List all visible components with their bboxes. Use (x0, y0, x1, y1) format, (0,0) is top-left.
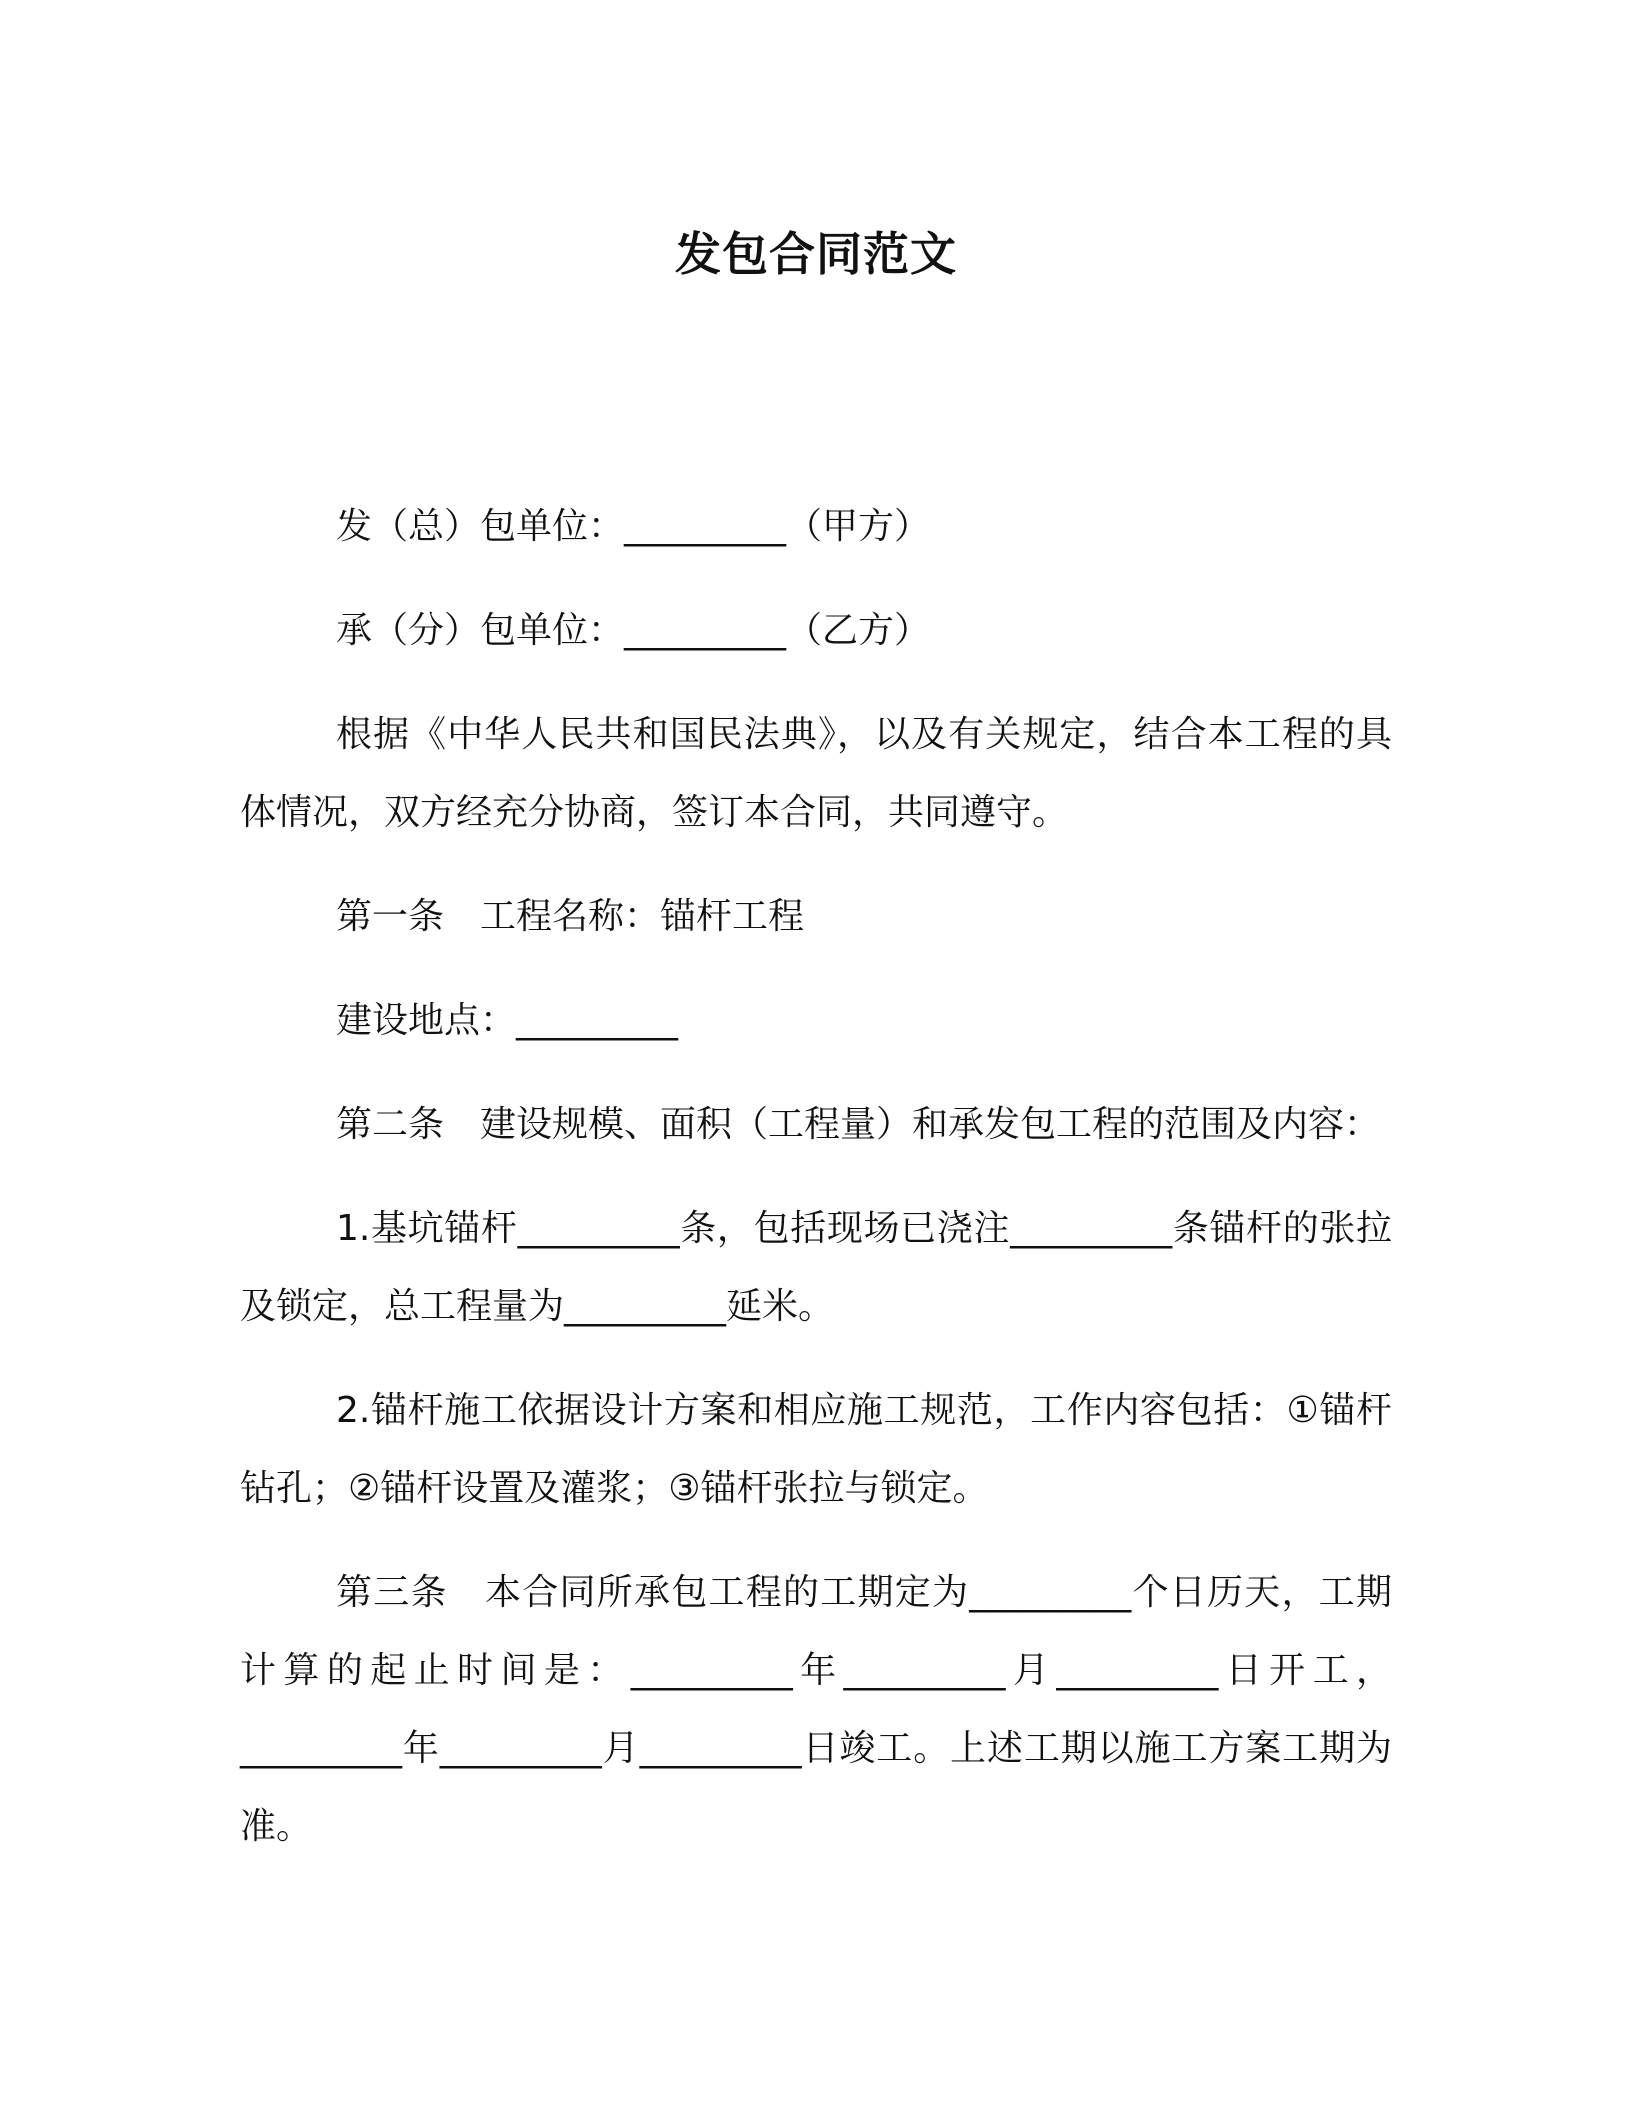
preamble-paragraph: 根据《中华人民共和国民法典》，以及有关规定，结合本工程的具体情况，双方经充分协商，签订本合同，共同遵守。 (240, 714, 1392, 833)
document-body (240, 488, 1392, 1892)
party-a-line: 发（总）包单位：_________（甲方） (336, 506, 931, 547)
article-1-project-name: 第一条 工程名称：锚杆工程 (336, 896, 805, 937)
article-2-item-1: 1.基坑锚杆_________条，包括现场已浇注_________条锚杆的张拉及锁定，总工程量为_________延米。 (240, 1208, 1392, 1327)
document-title: 发包合同范文 (675, 227, 957, 281)
article-2-item-2: 2.锚杆施工依据设计方案和相应施工规范，工作内容包括：①锚杆钻孔；②锚杆设置及灌浆；③锚杆张拉与锁定。 (240, 1390, 1392, 1509)
article-3-schedule: 第三条 本合同所承包工程的工期定为_________个日历天，工期计算的起止时间是：_________年_________月_________日开工，_________年_________月_________日竣工。上述工期以施工方案工期为准。 (240, 1572, 1392, 1847)
article-2-heading: 第二条 建设规模、面积（工程量）和承发包工程的范围及内容： (336, 1104, 1381, 1145)
construction-location: 建设地点：_________ (336, 1000, 679, 1041)
party-b-line: 承（分）包单位：_________（乙方） (336, 610, 931, 651)
